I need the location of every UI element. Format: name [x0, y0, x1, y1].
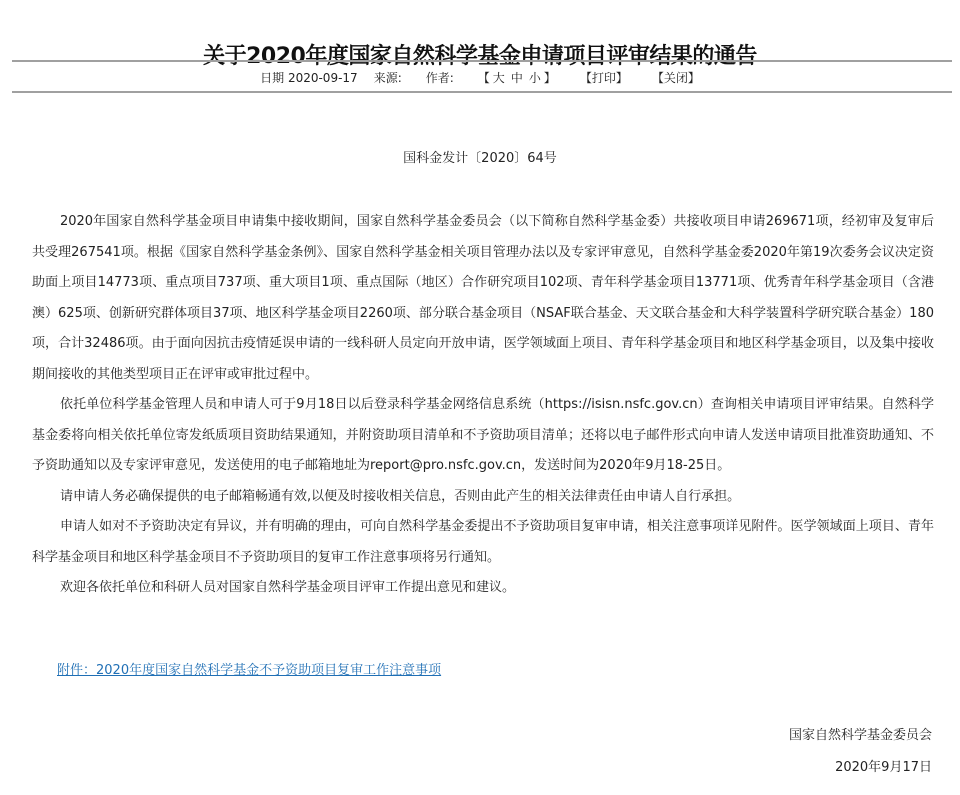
- print-button[interactable]: 【打印】: [579, 70, 628, 85]
- close-button[interactable]: 【关闭】: [651, 70, 700, 85]
- paragraph-result-query: 依托单位科学基金管理人员和申请人可于9月18日以后登录科学基金网络信息系统（https://isisn.nsfc.gov.cn）查询相关申请项目评审结果。自然科学基金委将向相关依托单位寄发纸质项目资助结果通知，并附资助项目清单和不予资助项目清单；还将以电子邮件形式向申请人发送申请项目批准资助通知、不予资助通知以及专家评审意见，发送使用的电子邮箱地址为report@pro.nsfc.gov.cn，发送时间为2020年9月18-25日。: [32, 397, 934, 473]
- font-size-switcher: [478, 69, 556, 86]
- paragraph-appeal: 申请人如对不予资助决定有异议，并有明确的理由，可向自然科学基金委提出不予资助项目复审申请，相关注意事项详见附件。医学领域面上项目、青年科学基金项目和地区科学基金项目不予资助项目的复审工作注意事项将另行通知。: [32, 519, 934, 565]
- publish-date: [260, 69, 358, 86]
- attachment: [57, 656, 441, 686]
- font-size-small-button[interactable]: 小: [528, 70, 541, 85]
- font-size-large-button[interactable]: 大: [492, 70, 505, 85]
- title-divider: [12, 60, 952, 62]
- attachment-link[interactable]: 附件：2020年度国家自然科学基金不予资助项目复审工作注意事项: [57, 663, 442, 678]
- bracket-open: 【: [477, 70, 490, 85]
- article-meta-bar: [0, 63, 960, 91]
- signature-organization: 国家自然科学基金委员会: [788, 728, 932, 743]
- date-value: 2020-09-17: [287, 70, 358, 85]
- page-title: 关于2020年度国家自然科学基金申请项目评审结果的通告: [203, 43, 757, 69]
- date-label: 日期: [260, 70, 285, 85]
- paragraph-email-notice: 请申请人务必确保提供的电子邮箱畅通有效,以便及时接收相关信息，否则由此产生的相关法律责任由申请人自行承担。: [59, 488, 741, 504]
- document-number: 国科金发计〔2020〕64号: [403, 151, 557, 166]
- paragraph-funding-summary: 2020年国家自然科学基金项目申请集中接收期间，国家自然科学基金委员会（以下简称自然科学基金委）共接收项目申请269671项，经初审及复审后共受理267541项。根据《国家自然科学基金条例》、国家自然科学基金相关项目管理办法以及专家评审意见，自然科学基金委2020年第19次委务会议决定资助面上项目14773项、重点项目737项、重大项目1项、重点国际（地区）合作研究项目102项、青年科学基金项目13771项、优秀青年科学基金项目（含港澳）625项、创新研究群体项目37项、地区科学基金项目2260项、部分联合基金项目（NSAF联合基金、天文联合基金和大科学装置科学研究联合基金）180项，合计32486项。由于面向因抗击疫情延误申请的一线科研人员定向开放申请，医学领域面上项目、青年科学基金项目和地区科学基金项目，以及集中接收期间接收的其他类型项目正在评审或审批过程中。: [32, 214, 934, 382]
- paragraph-feedback: 欢迎各依托单位和科研人员对国家自然科学基金项目评审工作提出意见和建议。: [59, 580, 515, 595]
- signature-date: 2020年9月17日: [835, 760, 932, 775]
- article-body: [32, 207, 934, 604]
- meta-divider: [12, 91, 952, 93]
- author-label: 作者:: [425, 70, 454, 85]
- bracket-close: 】: [543, 70, 556, 85]
- font-size-medium-button[interactable]: 中: [510, 70, 523, 85]
- source-label: 来源:: [373, 70, 402, 85]
